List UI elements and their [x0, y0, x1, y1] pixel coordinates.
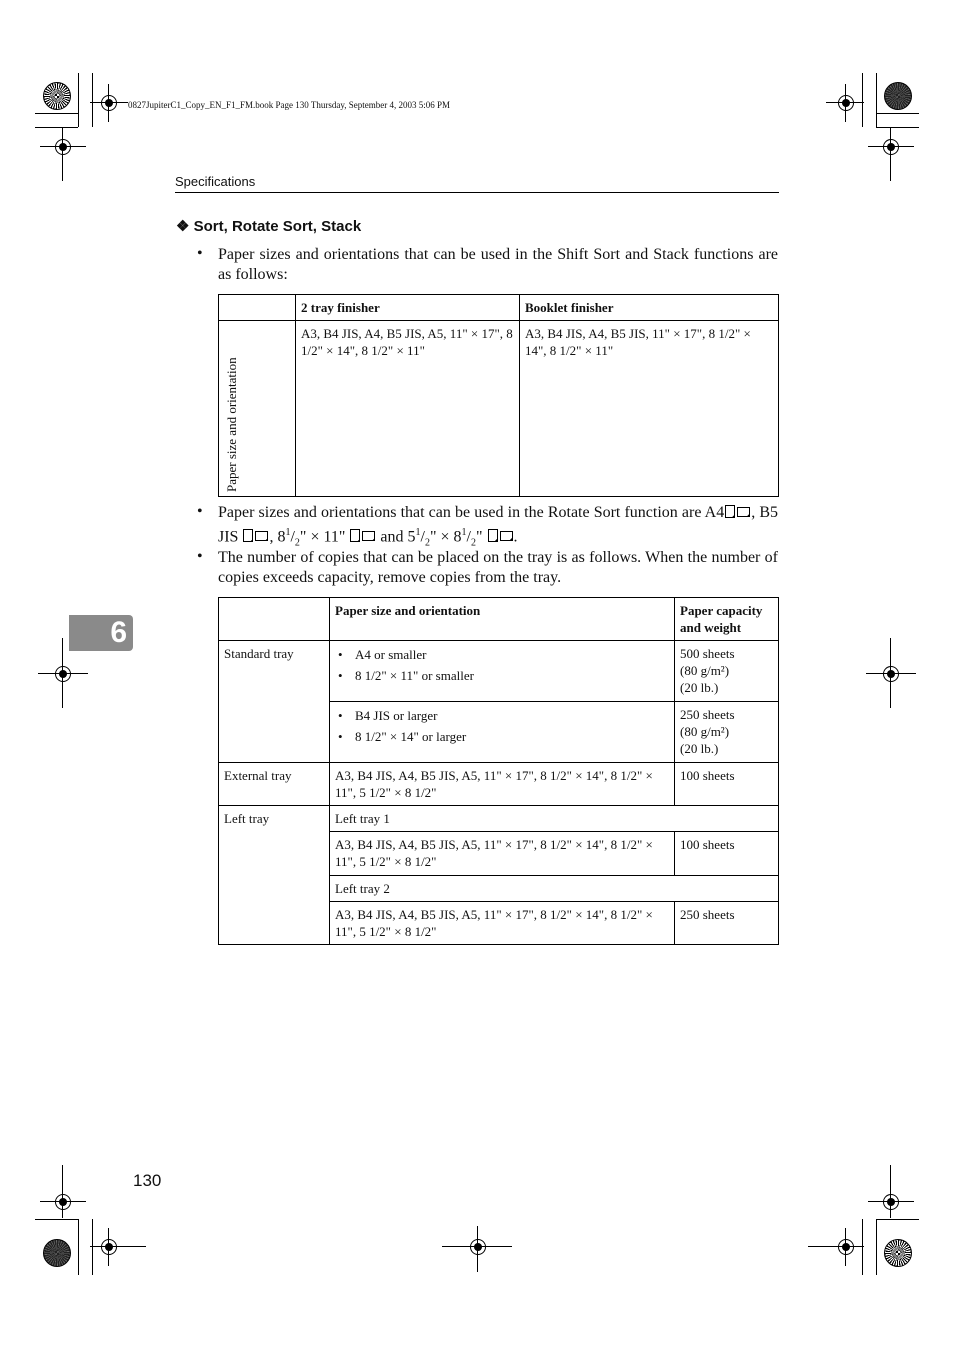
tray-capacity-table	[218, 597, 779, 945]
crop-mark	[876, 113, 919, 114]
crop-mark	[876, 127, 919, 128]
crop-mark	[78, 1219, 79, 1275]
crop-mark	[92, 1219, 93, 1275]
cell-left-tray-2-capacity: 250 sheets	[675, 902, 779, 945]
diamond-bullet-icon: ❖	[176, 218, 190, 235]
crop-mark	[876, 1219, 919, 1220]
landscape-icon	[255, 531, 268, 541]
landscape-icon	[500, 531, 513, 541]
color-wheel-icon	[43, 1239, 71, 1267]
section-header: Specifications	[175, 174, 256, 189]
crop-mark	[862, 73, 863, 127]
cell-external-capacity: 100 sheets	[675, 763, 779, 806]
page-number: 130	[133, 1171, 162, 1190]
landscape-icon	[362, 531, 375, 541]
bullet-1-text: Paper sizes and orientations that can be used in the Shift Sort and Stack functions are as follows:	[218, 246, 778, 283]
table-corner	[219, 598, 330, 641]
registration-mark-icon	[883, 1194, 899, 1210]
cell-booklet-sizes: A3, B4 JIS, A4, B5 JIS, 11" × 17", 8 1/2" × 14", 8 1/2" × 11"	[520, 321, 779, 497]
shift-sort-table	[218, 294, 779, 497]
label-left-tray-1: Left tray 1	[330, 806, 779, 832]
cell-external-sizes: A3, B4 JIS, A4, B5 JIS, A5, 11" × 17", 8 1/2" × 14", 8 1/2" × 11", 5 1/2" × 8 1/2"	[330, 763, 675, 806]
header-rule	[175, 192, 779, 193]
bullet-icon: •	[197, 548, 203, 565]
file-info: 0827JupiterC1_Copy_EN_F1_FM.book Page 130 Thursday, September 4, 2003 5:06 PM	[128, 100, 450, 110]
registration-mark-icon	[838, 95, 854, 111]
registration-mark-icon	[55, 666, 71, 682]
chapter-number: 6	[110, 616, 127, 649]
crop-mark	[35, 113, 78, 114]
bullet-icon: •	[197, 245, 203, 262]
list-item: • 8 1/2" × 11" or smaller	[335, 667, 669, 684]
bullet-2-text: Paper sizes and orientations that can be used in the Rotate Sort function are A4 , B5 JIS , $8^1/_2$" × 11" and $5^1/_2$" × $8^1/_2$" .	[218, 504, 779, 549]
color-wheel-icon	[884, 1239, 912, 1267]
registration-mark-icon	[838, 1239, 854, 1255]
landscape-icon	[737, 507, 750, 517]
header-paper-size: Paper size and orientation	[330, 598, 675, 641]
bullet-icon: •	[197, 503, 203, 520]
crop-mark	[78, 73, 79, 127]
cell-std-small-sizes	[330, 641, 675, 702]
crop-mark	[35, 127, 78, 128]
list-item: • A4 or smaller	[335, 646, 669, 663]
registration-mark-icon	[470, 1239, 486, 1255]
cell-std-small-capacity: 500 sheets (80 g/m²) (20 lb.)	[675, 641, 779, 702]
cell-std-large-sizes	[330, 702, 675, 763]
bullet-3-text: The number of copies that can be placed on the tray is as follows. When the number of copies exceeds capacity, remove copies from the tray.	[218, 549, 778, 586]
crop-mark	[35, 1219, 78, 1220]
crop-mark	[92, 73, 93, 127]
crop-mark	[876, 73, 877, 127]
registration-mark-icon	[883, 139, 899, 155]
registration-mark-icon	[101, 1239, 117, 1255]
color-wheel-icon	[884, 82, 912, 110]
cell-std-large-capacity: 250 sheets (80 g/m²) (20 lb.)	[675, 702, 779, 763]
label-external-tray: External tray	[219, 763, 330, 806]
cell-2-tray-sizes: A3, B4 JIS, A4, B5 JIS, A5, 11" × 17", 8 1/2" × 14", 8 1/2" × 11"	[296, 321, 520, 497]
table-corner	[219, 295, 296, 321]
chapter-tab	[69, 615, 133, 651]
portrait-icon	[243, 529, 253, 542]
portrait-icon	[488, 529, 498, 542]
cell-left-tray-2-sizes: A3, B4 JIS, A4, B5 JIS, A5, 11" × 17", 8 1/2" × 14", 8 1/2" × 11", 5 1/2" × 8 1/2"	[330, 902, 675, 945]
crop-mark	[876, 1219, 877, 1275]
portrait-icon	[725, 505, 735, 518]
header-booklet-finisher: Booklet finisher	[520, 295, 779, 321]
portrait-icon	[350, 529, 360, 542]
cell-left-tray-1-capacity: 100 sheets	[675, 832, 779, 876]
list-item: • B4 JIS or larger	[335, 707, 669, 724]
registration-mark-icon	[101, 95, 117, 111]
cell-left-tray-1-sizes: A3, B4 JIS, A4, B5 JIS, A5, 11" × 17", 8 1/2" × 14", 8 1/2" × 11", 5 1/2" × 8 1/2"	[330, 832, 675, 876]
list-item: • 8 1/2" × 14" or larger	[335, 728, 669, 745]
crop-mark	[862, 1219, 863, 1275]
registration-mark-icon	[55, 139, 71, 155]
label-standard-tray: Standard tray	[219, 641, 330, 763]
row-label-text: Paper size and orientation	[224, 357, 239, 492]
header-2-tray-finisher: 2 tray finisher	[296, 295, 520, 321]
heading-text: Sort, Rotate Sort, Stack	[193, 218, 362, 235]
registration-mark-icon	[883, 666, 899, 682]
label-left-tray-2: Left tray 2	[330, 876, 779, 902]
heading	[176, 217, 361, 235]
registration-mark-icon	[55, 1194, 71, 1210]
row-label-vertical	[222, 326, 242, 492]
color-wheel-icon	[43, 82, 71, 110]
label-left-tray: Left tray	[219, 806, 330, 945]
header-capacity: Paper capacity and weight	[675, 598, 779, 641]
